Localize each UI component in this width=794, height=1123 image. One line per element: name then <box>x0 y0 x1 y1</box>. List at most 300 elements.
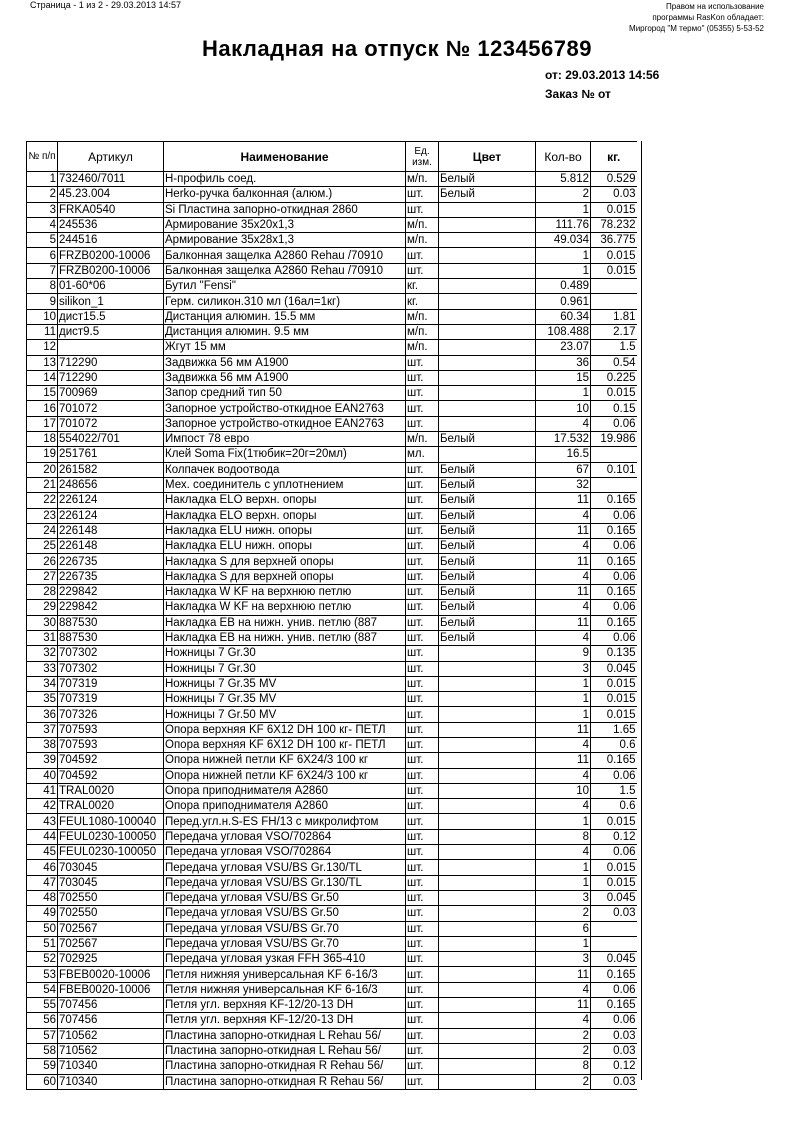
cell-weight <box>591 279 637 294</box>
table-row <box>27 554 637 569</box>
table-row <box>27 233 637 248</box>
cell-name: Запор средний тип 50 <box>164 386 406 401</box>
cell-unit: м/п. <box>406 309 439 324</box>
cell-number: 18 <box>27 432 58 447</box>
cell-number: 28 <box>27 585 58 600</box>
cell-weight: 0.15 <box>591 401 637 416</box>
cell-number: 60 <box>27 1074 58 1089</box>
cell-number: 25 <box>27 539 58 554</box>
cell-quantity: 1 <box>536 676 591 691</box>
cell-color <box>439 447 536 462</box>
cell-weight: 0.03 <box>591 1074 637 1089</box>
cell-color <box>439 355 536 370</box>
table-row <box>27 630 637 645</box>
cell-number: 13 <box>27 355 58 370</box>
cell-name: Перед.угл.н.S-ES FH/13 с микролифтом <box>164 814 406 829</box>
cell-color <box>439 324 536 339</box>
cell-unit: шт. <box>406 508 439 523</box>
cell-quantity: 15 <box>536 370 591 385</box>
cell-color: Белый <box>439 172 536 187</box>
table-row <box>27 1028 637 1043</box>
cell-unit: шт. <box>406 1028 439 1043</box>
table-row <box>27 814 637 829</box>
cell-color <box>439 294 536 309</box>
table-row <box>27 829 637 844</box>
cell-unit: шт. <box>406 370 439 385</box>
cell-unit: шт. <box>406 493 439 508</box>
cell-article: 707326 <box>58 707 164 722</box>
cell-quantity: 4 <box>536 416 591 431</box>
cell-color <box>439 676 536 691</box>
cell-quantity: 60.34 <box>536 309 591 324</box>
cell-quantity: 17.532 <box>536 432 591 447</box>
cell-color: Белый <box>439 585 536 600</box>
cell-unit: шт. <box>406 386 439 401</box>
table-row <box>27 187 637 202</box>
cell-number: 42 <box>27 799 58 814</box>
table-row <box>27 462 637 477</box>
cell-name: Накладка W KF на верхнюю петлю <box>164 585 406 600</box>
cell-color: Белый <box>439 493 536 508</box>
cell-weight: 0.12 <box>591 829 637 844</box>
cell-unit: м/п. <box>406 217 439 232</box>
cell-color <box>439 692 536 707</box>
cell-article: 248656 <box>58 477 164 492</box>
cell-article: 702550 <box>58 890 164 905</box>
cell-quantity: 4 <box>536 569 591 584</box>
cell-weight: 0.12 <box>591 1059 637 1074</box>
cell-number: 9 <box>27 294 58 309</box>
cell-article: 701072 <box>58 416 164 431</box>
cell-name: Петля угл. верхняя KF-12/20-13 DH <box>164 1013 406 1028</box>
cell-color <box>439 340 536 355</box>
table-row <box>27 921 637 936</box>
cell-color: Белый <box>439 523 536 538</box>
cell-number: 19 <box>27 447 58 462</box>
cell-weight: 0.015 <box>591 692 637 707</box>
cell-unit: шт. <box>406 569 439 584</box>
license-note <box>629 1 764 34</box>
cell-number: 36 <box>27 707 58 722</box>
cell-weight: 0.54 <box>591 355 637 370</box>
cell-number: 14 <box>27 370 58 385</box>
cell-article: 226735 <box>58 569 164 584</box>
cell-weight: 0.03 <box>591 187 637 202</box>
table-row <box>27 217 637 232</box>
cell-article: 710562 <box>58 1043 164 1058</box>
cell-weight: 0.03 <box>591 1043 637 1058</box>
cell-number: 32 <box>27 646 58 661</box>
cell-quantity: 6 <box>536 921 591 936</box>
cell-article: 703045 <box>58 875 164 890</box>
cell-weight: 0.165 <box>591 585 637 600</box>
cell-weight: 0.015 <box>591 676 637 691</box>
cell-name: Накладка ELO верхн. опоры <box>164 493 406 508</box>
cell-color <box>439 967 536 982</box>
cell-number: 53 <box>27 967 58 982</box>
table-row <box>27 906 637 921</box>
cell-article: 554022/701 <box>58 432 164 447</box>
cell-number: 33 <box>27 661 58 676</box>
table-row <box>27 783 637 798</box>
cell-quantity: 2 <box>536 1043 591 1058</box>
cell-unit: м/п. <box>406 172 439 187</box>
cell-name: Петля нижняя универсальная KF 6-16/3 <box>164 967 406 982</box>
cell-color <box>439 279 536 294</box>
cell-unit: шт. <box>406 1074 439 1089</box>
cell-number: 20 <box>27 462 58 477</box>
table-header-row <box>27 142 637 172</box>
cell-article: FBEB0020-10006 <box>58 982 164 997</box>
cell-weight: 0.135 <box>591 646 637 661</box>
table-row <box>27 600 637 615</box>
cell-quantity: 36 <box>536 355 591 370</box>
cell-weight: 1.81 <box>591 309 637 324</box>
cell-color <box>439 737 536 752</box>
cell-article: 45.23.004 <box>58 187 164 202</box>
cell-quantity: 11 <box>536 585 591 600</box>
table-row <box>27 508 637 523</box>
cell-name: Накладка S для верхней опоры <box>164 569 406 584</box>
cell-article: 707319 <box>58 676 164 691</box>
cell-number: 31 <box>27 630 58 645</box>
table-row <box>27 401 637 416</box>
cell-name: Si Пластина запорно-откидная 2860 <box>164 202 406 217</box>
cell-article: 251761 <box>58 447 164 462</box>
cell-quantity: 3 <box>536 952 591 967</box>
cell-name: Опора приподнимателя A2860 <box>164 799 406 814</box>
cell-name: Жгут 15 мм <box>164 340 406 355</box>
cell-weight: 0.06 <box>591 1013 637 1028</box>
cell-name: Передача угловая VSU/BS Gr.130/TL <box>164 860 406 875</box>
cell-name: Передача угловая VSO/702864 <box>164 845 406 860</box>
cell-quantity: 8 <box>536 829 591 844</box>
cell-number: 26 <box>27 554 58 569</box>
cell-name: Клей Soma Fix(1тюбик=20г=20мл) <box>164 447 406 462</box>
cell-weight: 0.165 <box>591 615 637 630</box>
cell-weight: 0.015 <box>591 202 637 217</box>
cell-name: Задвижка 56 мм A1900 <box>164 355 406 370</box>
cell-weight <box>591 477 637 492</box>
cell-unit: шт. <box>406 737 439 752</box>
cell-unit: шт. <box>406 829 439 844</box>
cell-unit: шт. <box>406 600 439 615</box>
cell-number: 22 <box>27 493 58 508</box>
cell-unit: мл. <box>406 447 439 462</box>
cell-number: 6 <box>27 248 58 263</box>
cell-color <box>439 401 536 416</box>
cell-weight: 0.165 <box>591 554 637 569</box>
cell-article: 229842 <box>58 585 164 600</box>
cell-quantity: 4 <box>536 539 591 554</box>
cell-quantity: 111.76 <box>536 217 591 232</box>
cell-name: Петля нижняя универсальная KF 6-16/3 <box>164 982 406 997</box>
cell-name: Опора нижней петли KF 6X24/3 100 кг <box>164 753 406 768</box>
cell-color <box>439 906 536 921</box>
cell-number: 16 <box>27 401 58 416</box>
cell-quantity: 1 <box>536 875 591 890</box>
cell-unit: шт. <box>406 707 439 722</box>
cell-color <box>439 202 536 217</box>
cell-unit: м/п. <box>406 233 439 248</box>
cell-name: Ножницы 7 Gr.50 MV <box>164 707 406 722</box>
col-unit: Ед. изм. <box>406 142 439 172</box>
cell-article: 707319 <box>58 692 164 707</box>
cell-color: Белый <box>439 477 536 492</box>
cell-article: 712290 <box>58 355 164 370</box>
cell-color <box>439 1043 536 1058</box>
col-color: Цвет <box>439 142 536 172</box>
cell-name: Задвижка 56 мм A1900 <box>164 370 406 385</box>
cell-article: 710340 <box>58 1074 164 1089</box>
cell-quantity: 10 <box>536 783 591 798</box>
table-row <box>27 737 637 752</box>
cell-number: 35 <box>27 692 58 707</box>
cell-weight: 0.015 <box>591 248 637 263</box>
cell-unit: шт. <box>406 202 439 217</box>
cell-weight: 0.015 <box>591 875 637 890</box>
cell-number: 4 <box>27 217 58 232</box>
cell-unit: шт. <box>406 768 439 783</box>
cell-name: Накладка EB на нижн. унив. петлю (887 <box>164 615 406 630</box>
cell-name: Передача угловая VSU/BS Gr.50 <box>164 890 406 905</box>
cell-unit: шт. <box>406 263 439 278</box>
order-number: Заказ № от <box>545 87 611 101</box>
table-row <box>27 432 637 447</box>
cell-number: 43 <box>27 814 58 829</box>
cell-name: Ножницы 7 Gr.35 MV <box>164 692 406 707</box>
cell-weight: 0.06 <box>591 845 637 860</box>
table-row <box>27 493 637 508</box>
cell-color <box>439 875 536 890</box>
cell-article: 707302 <box>58 661 164 676</box>
table-row <box>27 585 637 600</box>
cell-weight: 0.101 <box>591 462 637 477</box>
cell-name: Ножницы 7 Gr.30 <box>164 646 406 661</box>
cell-quantity: 10 <box>536 401 591 416</box>
cell-quantity: 1 <box>536 814 591 829</box>
cell-number: 40 <box>27 768 58 783</box>
cell-quantity: 3 <box>536 890 591 905</box>
cell-number: 30 <box>27 615 58 630</box>
cell-article: дист15.5 <box>58 309 164 324</box>
cell-color <box>439 707 536 722</box>
cell-article: 701072 <box>58 401 164 416</box>
col-number: № п/п <box>27 142 58 172</box>
cell-unit: шт. <box>406 661 439 676</box>
cell-weight: 0.06 <box>591 569 637 584</box>
table-row <box>27 799 637 814</box>
cell-quantity: 1 <box>536 263 591 278</box>
cell-weight <box>591 447 637 462</box>
cell-color: Белый <box>439 508 536 523</box>
cell-color <box>439 1028 536 1043</box>
cell-unit: шт. <box>406 646 439 661</box>
cell-quantity: 1 <box>536 386 591 401</box>
cell-weight: 0.225 <box>591 370 637 385</box>
cell-unit: шт. <box>406 967 439 982</box>
cell-article: 226124 <box>58 508 164 523</box>
cell-number: 49 <box>27 906 58 921</box>
cell-number: 50 <box>27 921 58 936</box>
cell-unit: шт. <box>406 676 439 691</box>
cell-weight: 0.06 <box>591 600 637 615</box>
cell-name: Колпачек водоотвода <box>164 462 406 477</box>
cell-quantity: 32 <box>536 477 591 492</box>
cell-name: Передача угловая узкая FFH 365-410 <box>164 952 406 967</box>
col-name: Наименование <box>164 142 406 172</box>
cell-article: 710562 <box>58 1028 164 1043</box>
cell-unit: шт. <box>406 187 439 202</box>
cell-name: Дистанция алюмин. 9.5 мм <box>164 324 406 339</box>
cell-number: 23 <box>27 508 58 523</box>
cell-unit: шт. <box>406 1059 439 1074</box>
table-row <box>27 309 637 324</box>
cell-name: Пластина запорно-откидная L Rehau 56/ <box>164 1028 406 1043</box>
cell-weight: 0.06 <box>591 768 637 783</box>
cell-unit: шт. <box>406 585 439 600</box>
table-row <box>27 936 637 951</box>
cell-weight: 0.6 <box>591 737 637 752</box>
cell-name: Н-профиль соед. <box>164 172 406 187</box>
document-title: Накладная на отпуск № 123456789 <box>202 36 592 61</box>
cell-unit: шт. <box>406 722 439 737</box>
cell-number: 10 <box>27 309 58 324</box>
cell-quantity: 11 <box>536 722 591 737</box>
cell-number: 38 <box>27 737 58 752</box>
cell-number: 29 <box>27 600 58 615</box>
cell-color <box>439 952 536 967</box>
cell-quantity: 1 <box>536 860 591 875</box>
table-row <box>27 646 637 661</box>
cell-name: Передача угловая VSU/BS Gr.70 <box>164 936 406 951</box>
table-row <box>27 845 637 860</box>
cell-weight <box>591 936 637 951</box>
col-quantity: Кол-во <box>536 142 591 172</box>
cell-color <box>439 768 536 783</box>
cell-quantity: 8 <box>536 1059 591 1074</box>
table-row <box>27 370 637 385</box>
cell-quantity: 1 <box>536 248 591 263</box>
table-row <box>27 661 637 676</box>
cell-article: 887530 <box>58 630 164 645</box>
cell-weight: 0.045 <box>591 890 637 905</box>
cell-color <box>439 646 536 661</box>
cell-color <box>439 1013 536 1028</box>
cell-quantity: 4 <box>536 508 591 523</box>
cell-article: TRAL0020 <box>58 783 164 798</box>
cell-number: 41 <box>27 783 58 798</box>
cell-number: 39 <box>27 753 58 768</box>
cell-color <box>439 753 536 768</box>
cell-color <box>439 998 536 1013</box>
cell-unit: шт. <box>406 477 439 492</box>
cell-color <box>439 722 536 737</box>
cell-color <box>439 233 536 248</box>
cell-name: Герм. силикон.310 мл (16ал=1кг) <box>164 294 406 309</box>
cell-name: Армирование 35x20x1,3 <box>164 217 406 232</box>
cell-number: 5 <box>27 233 58 248</box>
table-row <box>27 1074 637 1089</box>
cell-name: Запорное устройство-откидное EAN2763 <box>164 416 406 431</box>
table-row <box>27 753 637 768</box>
cell-unit: шт. <box>406 906 439 921</box>
cell-weight: 0.015 <box>591 386 637 401</box>
cell-color <box>439 921 536 936</box>
table-row <box>27 279 637 294</box>
cell-article: FBEB0020-10006 <box>58 967 164 982</box>
cell-quantity: 11 <box>536 554 591 569</box>
cell-quantity: 0.961 <box>536 294 591 309</box>
table-row <box>27 722 637 737</box>
cell-weight: 0.03 <box>591 1028 637 1043</box>
table-row <box>27 324 637 339</box>
cell-weight: 78.232 <box>591 217 637 232</box>
cell-quantity: 5.812 <box>536 172 591 187</box>
cell-name: Балконная защелка A2860 Rehau /70910 <box>164 248 406 263</box>
cell-quantity: 1 <box>536 202 591 217</box>
cell-quantity: 23.07 <box>536 340 591 355</box>
cell-weight: 0.045 <box>591 952 637 967</box>
cell-number: 27 <box>27 569 58 584</box>
cell-color <box>439 263 536 278</box>
cell-article: 01-60*06 <box>58 279 164 294</box>
cell-article: 704592 <box>58 768 164 783</box>
table-row <box>27 860 637 875</box>
cell-quantity: 4 <box>536 737 591 752</box>
cell-article: 702567 <box>58 921 164 936</box>
cell-unit: м/п. <box>406 340 439 355</box>
cell-number: 55 <box>27 998 58 1013</box>
cell-color: Белый <box>439 569 536 584</box>
cell-unit: шт. <box>406 554 439 569</box>
table-row <box>27 263 637 278</box>
cell-color <box>439 386 536 401</box>
cell-article: 226735 <box>58 554 164 569</box>
cell-quantity: 4 <box>536 799 591 814</box>
table-right-border <box>640 141 642 1080</box>
cell-name: Опора нижней петли KF 6X24/3 100 кг <box>164 768 406 783</box>
cell-article: дист9.5 <box>58 324 164 339</box>
cell-article: 707302 <box>58 646 164 661</box>
cell-name: Дистанция алюмин. 15.5 мм <box>164 309 406 324</box>
table-row <box>27 355 637 370</box>
cell-article: 707456 <box>58 998 164 1013</box>
cell-name: Пластина запорно-откидная R Rehau 56/ <box>164 1074 406 1089</box>
cell-unit: шт. <box>406 462 439 477</box>
cell-article: silikon_1 <box>58 294 164 309</box>
table-row <box>27 172 637 187</box>
cell-quantity: 67 <box>536 462 591 477</box>
cell-weight: 0.06 <box>591 982 637 997</box>
cell-unit: шт. <box>406 248 439 263</box>
table-row <box>27 477 637 492</box>
cell-quantity: 11 <box>536 967 591 982</box>
cell-name: Ножницы 7 Gr.30 <box>164 661 406 676</box>
cell-name: Передача угловая VSU/BS Gr.70 <box>164 921 406 936</box>
cell-weight: 0.165 <box>591 998 637 1013</box>
cell-color <box>439 309 536 324</box>
cell-weight: 0.165 <box>591 967 637 982</box>
cell-article: 245536 <box>58 217 164 232</box>
cell-unit: шт. <box>406 890 439 905</box>
cell-unit: шт. <box>406 952 439 967</box>
cell-article: FEUL0230-100050 <box>58 829 164 844</box>
cell-name: Накладка ELU нижн. опоры <box>164 523 406 538</box>
cell-weight: 1.5 <box>591 783 637 798</box>
cell-number: 37 <box>27 722 58 737</box>
cell-color <box>439 783 536 798</box>
